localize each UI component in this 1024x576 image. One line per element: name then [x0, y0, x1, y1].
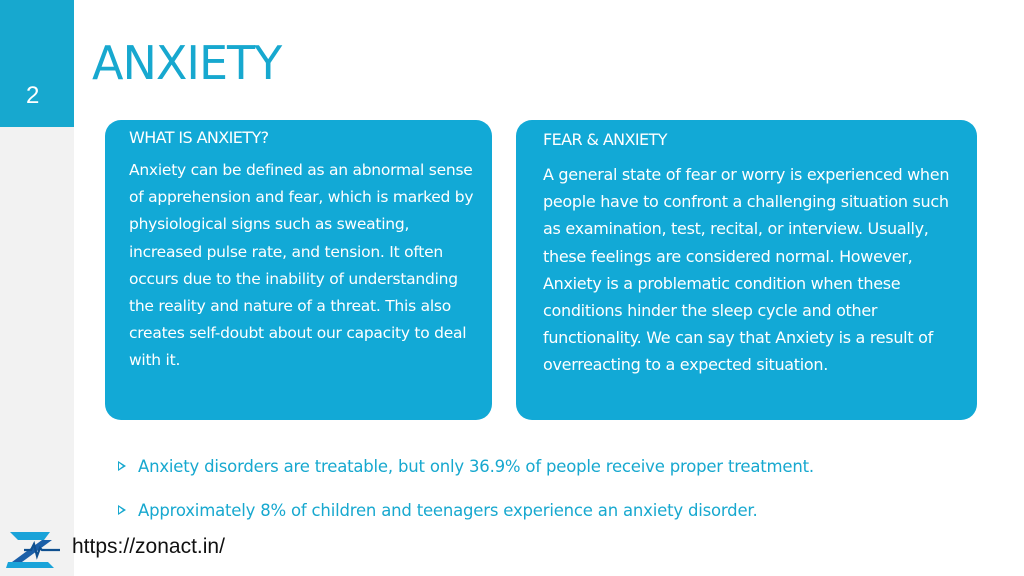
slide-number: 2	[26, 82, 40, 109]
card-heading: WHAT IS ANXIETY?	[129, 128, 269, 147]
bullet-text: Approximately 8% of children and teenagers experience an anxiety disorder.	[138, 500, 758, 520]
bullet-list	[118, 452, 814, 540]
triangle-bullet-icon	[118, 505, 126, 515]
slide-title: ANXIETY	[92, 36, 282, 90]
what-is-anxiety-card	[105, 120, 492, 420]
card-heading: FEAR & ANXIETY	[543, 130, 667, 149]
list-item	[118, 496, 814, 524]
card-body: Anxiety can be defined as an abnormal sense of apprehension and fear, which is marked by physiological signs such as sweating, increased pulse rate, and tension. It often occurs due to the inability of understanding the reality and nature of a threat. This also creates self-doubt about our capacity to deal with it.	[129, 161, 474, 370]
website-url[interactable]: https://zonact.in/	[72, 535, 225, 558]
bullet-text: Anxiety disorders are treatable, but only 36.9% of people receive proper treatment.	[138, 456, 814, 476]
list-item	[118, 452, 814, 480]
zonact-z-logo-icon	[4, 528, 62, 572]
slide-number-box	[0, 0, 74, 127]
card-body: A general state of fear or worry is experienced when people have to confront a challenging situation such as examination, test, recital, or interview. Usually, these feelings are considered normal. However, Anxiety is a problematic condition when these conditions hinder the sleep cycle and other functionality. We can say that Anxiety is a result of overreacting to a expected situation.	[543, 165, 950, 375]
triangle-bullet-icon	[118, 461, 126, 471]
fear-and-anxiety-card	[516, 120, 977, 420]
